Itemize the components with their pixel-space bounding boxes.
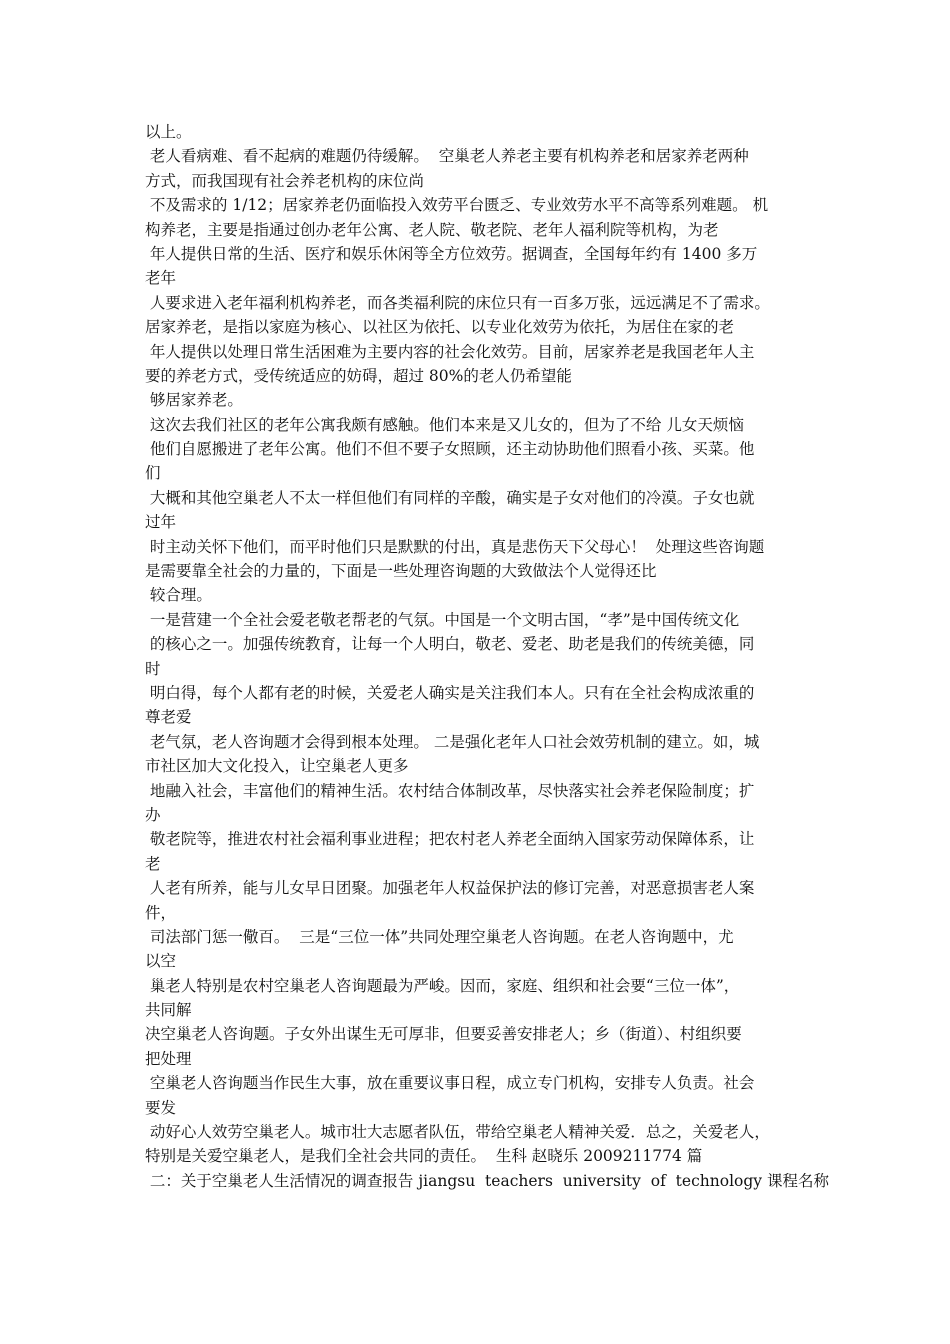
text-line: 是需要靠全社会的力量的，下面是一些处理咨询题的大致做法个人觉得还比: [145, 562, 657, 581]
text-line: 尊老爱: [145, 708, 192, 727]
text-line: 方式，而我国现有社会养老机构的床位尚: [145, 171, 425, 190]
text-line: 一是营建一个全社会爱老敬老帮老的气氛。中国是一个文明古国，“孝”是中国传统文化: [145, 610, 740, 629]
text-line: 时: [145, 659, 161, 678]
text-line: 共同解: [145, 1001, 192, 1020]
text-line: 敬老院等，推进农村社会福利事业进程；把农村老人养老全面纳入国家劳动保障体系，让: [145, 830, 755, 849]
text-line: 动好心人效劳空巢老人。城市壮大志愿者队伍，带给空巢老人精神关爱．总之，关爱老人，: [145, 1123, 770, 1142]
text-line: 构养老，主要是指通过创办老年公寓、老人院、敬老院、老年人福利院等机构，为老: [145, 220, 719, 239]
text-line: 二：关于空巢老人生活情况的调查报告 jiangsu teachers university of technology 课程名称: [145, 1171, 829, 1190]
text-line: 明白得，每个人都有老的时候，关爱老人确实是关注我们本人。只有在全社会构成浓重的: [145, 683, 755, 702]
text-line: 较合理。: [145, 586, 212, 605]
text-line: 过年: [145, 513, 177, 532]
text-line: 够居家养老。: [145, 391, 243, 410]
text-line: 大概和其他空巢老人不太一样但他们有同样的辛酸，确实是子女对他们的冷漠。子女也就: [145, 488, 755, 507]
text-line: 的核心之一。加强传统教育，让每一个人明白，敬老、爱老、助老是我们的传统美德，同: [145, 635, 755, 654]
text-line: 老气氛，老人咨询题才会得到根本处理。 二是强化老年人口社会效劳机制的建立。如，城: [145, 732, 760, 751]
text-line: 年人提供日常的生活、医疗和娱乐休闲等全方位效劳。据调查，全国每年约有 1400 多万: [145, 244, 758, 263]
text-line: 司法部门惩一儆百。 三是“三位一体”共同处理空巢老人咨询题。在老人咨询题中，尤: [145, 927, 734, 946]
text-line: 件，: [145, 903, 177, 922]
text-line: 地融入社会，丰富他们的精神生活。农村结合体制改革，尽快落实社会养老保险制度；扩: [145, 781, 755, 800]
text-line: 老人看病难、看不起病的难题仍待缓解。 空巢老人养老主要有机构养老和居家养老两种: [145, 147, 749, 166]
text-line: 年人提供以处理日常生活困难为主要内容的社会化效劳。目前，居家养老是我国老年人主: [145, 342, 755, 361]
text-line: 把处理: [145, 1049, 192, 1068]
text-line: 这次去我们社区的老年公寓我颇有感触。他们本来是又儿女的，但为了不给 儿女天烦恼: [145, 415, 744, 434]
text-line: 老年: [145, 269, 177, 288]
text-line: 时主动关怀下他们，而平时他们只是默默的付出，真是悲伤天下父母心！ 处理这些咨询题: [145, 537, 765, 556]
text-line: 居家养老，是指以家庭为核心、以社区为依托、以专业化效劳为依托，为居住在家的老: [145, 318, 735, 337]
text-line: 要的养老方式，受传统适应的妨碍，超过 80%的老人仍希望能: [145, 366, 572, 385]
text-line: 要发: [145, 1098, 177, 1117]
text-line: 以空: [145, 952, 177, 971]
text-line: 人老有所养，能与儿女早日团聚。加强老年人权益保护法的修订完善，对恶意损害老人案: [145, 879, 755, 898]
text-line: 空巢老人咨询题当作民生大事，放在重要议事日程，成立专门机构，安排专人负责。社会: [145, 1074, 755, 1093]
body-text: [145, 120, 829, 1193]
text-line: 巢老人特别是农村空巢老人咨询题最为严峻。因而，家庭、组织和社会要“三位一体”，: [145, 976, 740, 995]
text-line: 不及需求的 1/12；居家养老仍面临投入效劳平台匮乏、专业效劳水平不高等系列难题。 机: [145, 196, 769, 215]
text-line: 特别是关爱空巢老人，是我们全社会共同的责任。 生科 赵晓乐 2009211774 篇: [145, 1147, 703, 1166]
text-line: 们: [145, 464, 161, 483]
text-line: 人要求进入老年福利机构养老，而各类福利院的床位只有一百多万张，远远满足不了需求。: [145, 293, 770, 312]
text-line: 市社区加大文化投入，让空巢老人更多: [145, 757, 409, 776]
text-line: 老: [145, 854, 161, 873]
text-line: 以上。: [145, 123, 192, 141]
text-line: 办: [145, 805, 161, 824]
text-line: 他们自愿搬进了老年公寓。他们不但不要子女照顾，还主动协助他们照看小孩、买菜。他: [145, 440, 755, 459]
text-line: 决空巢老人咨询题。子女外出谋生无可厚非，但要妥善安排老人；乡（街道）、村组织要: [145, 1025, 742, 1044]
